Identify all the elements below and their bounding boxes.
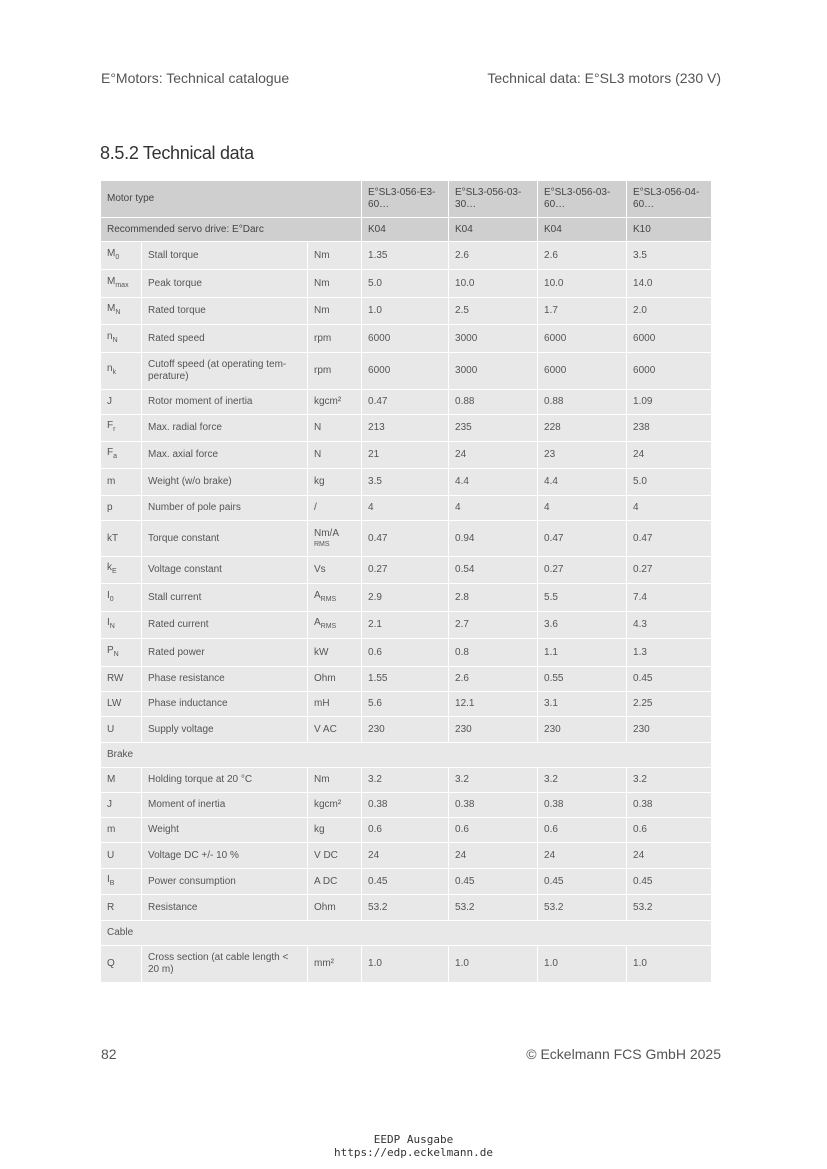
parameter-value: 1.3 (627, 639, 712, 667)
parameter-value: 4 (362, 496, 449, 521)
model-header: E°SL3-056-03-30… (449, 181, 538, 218)
parameter-symbol: RW (101, 667, 142, 692)
parameter-value: 7.4 (627, 584, 712, 612)
parameter-value: 1.35 (362, 242, 449, 270)
edition-stamp (0, 1133, 827, 1159)
section-heading: 8.5.2 Technical data (100, 143, 254, 163)
table-row (101, 768, 712, 793)
parameter-value: 10.0 (538, 270, 627, 298)
copyright-notice: © Eckelmann FCS GmbH 2025 (526, 1046, 721, 1062)
parameter-label: Rated speed (142, 325, 308, 353)
parameter-label: Voltage DC +/- 10 % (142, 843, 308, 869)
parameter-value: 230 (627, 717, 712, 743)
parameter-value: 0.6 (538, 818, 627, 843)
model-header: E°SL3-056-04-60… (627, 181, 712, 218)
parameter-symbol: $I_0$ (101, 584, 142, 612)
parameter-value: 2.1 (362, 612, 449, 639)
parameter-label: Voltage constant (142, 557, 308, 584)
brake-section-row (101, 743, 712, 768)
parameter-unit: mH (308, 692, 362, 717)
parameter-unit: rpm (308, 325, 362, 353)
parameter-value: 21 (362, 442, 449, 469)
table-row (101, 692, 712, 717)
parameter-value: 1.55 (362, 667, 449, 692)
table-row (101, 242, 712, 270)
parameter-value: 1.0 (627, 946, 712, 983)
parameter-value: 4.4 (538, 469, 627, 496)
parameter-value: 0.8 (449, 639, 538, 667)
parameter-symbol: $M_{max}$ (101, 270, 142, 298)
parameter-value: 6000 (362, 353, 449, 390)
parameter-unit: $A_{RMS}$ (308, 584, 362, 612)
parameter-value: 24 (627, 843, 712, 869)
parameter-value: 0.54 (449, 557, 538, 584)
parameter-value: 0.88 (538, 390, 627, 415)
parameter-symbol: Q (101, 946, 142, 983)
parameter-symbol: $P_N$ (101, 639, 142, 667)
servo-drive-value: K04 (449, 218, 538, 242)
parameter-value: 0.6 (362, 818, 449, 843)
parameter-symbol: $I_N$ (101, 612, 142, 639)
parameter-value: 1.0 (449, 946, 538, 983)
parameter-value: 0.47 (538, 521, 627, 557)
table-row (101, 270, 712, 298)
parameter-value: 5.6 (362, 692, 449, 717)
servo-drive-label: Recommended servo drive: E°Darc (101, 218, 362, 242)
model-header: E°SL3-056-03-60… (538, 181, 627, 218)
parameter-value: 3.2 (362, 768, 449, 793)
table-row (101, 818, 712, 843)
parameter-value: 0.45 (449, 869, 538, 895)
parameter-value: 228 (538, 415, 627, 442)
parameter-unit: Nm (308, 270, 362, 298)
parameter-value: 0.45 (362, 869, 449, 895)
parameter-label: Rated power (142, 639, 308, 667)
table-row (101, 442, 712, 469)
parameter-value: 4 (538, 496, 627, 521)
parameter-value: 0.47 (362, 521, 449, 557)
parameter-label: Cutoff speed (at operating tem-perature) (142, 353, 308, 390)
parameter-value: 10.0 (449, 270, 538, 298)
table-row (101, 353, 712, 390)
table-row (101, 667, 712, 692)
parameter-symbol: J (101, 793, 142, 818)
edition-stamp-title: EEDP Ausgabe (373, 1133, 454, 1146)
parameter-label: Rated torque (142, 298, 308, 325)
parameter-unit: Ohm (308, 667, 362, 692)
parameter-value: 4.3 (627, 612, 712, 639)
parameter-unit: rpm (308, 353, 362, 390)
parameter-value: 3.2 (449, 768, 538, 793)
servo-drive-row (101, 218, 712, 242)
parameter-label: Supply voltage (142, 717, 308, 743)
parameter-unit: Vs (308, 557, 362, 584)
parameter-label: Torque constant (142, 521, 308, 557)
parameter-unit: N (308, 442, 362, 469)
parameter-value: 3.5 (627, 242, 712, 270)
servo-drive-value: K04 (538, 218, 627, 242)
parameter-symbol: $M_N$ (101, 298, 142, 325)
parameter-value: 0.38 (449, 793, 538, 818)
parameter-value: 24 (362, 843, 449, 869)
table-row (101, 584, 712, 612)
parameter-label: Moment of inertia (142, 793, 308, 818)
parameter-value: 53.2 (449, 895, 538, 921)
table-row (101, 946, 712, 983)
parameter-value: 213 (362, 415, 449, 442)
page-number: 82 (101, 1046, 117, 1062)
parameter-value: 2.8 (449, 584, 538, 612)
parameter-unit: Nm (308, 768, 362, 793)
parameter-symbol: R (101, 895, 142, 921)
parameter-value: 6000 (627, 353, 712, 390)
parameter-label: Rated current (142, 612, 308, 639)
parameter-unit: kgcm² (308, 793, 362, 818)
parameter-value: 3.5 (362, 469, 449, 496)
parameter-value: 3.2 (538, 768, 627, 793)
parameter-value: 235 (449, 415, 538, 442)
parameter-label: Number of pole pairs (142, 496, 308, 521)
edition-stamp-url: https://edp.eckelmann.de (334, 1146, 493, 1159)
parameter-value: 0.88 (449, 390, 538, 415)
parameter-value: 238 (627, 415, 712, 442)
parameter-unit: Ohm (308, 895, 362, 921)
parameter-symbol: $F_a$ (101, 442, 142, 469)
cable-section-row (101, 921, 712, 946)
parameter-value: 3000 (449, 325, 538, 353)
parameter-value: 3.6 (538, 612, 627, 639)
parameter-symbol: $k_E$ (101, 557, 142, 584)
parameter-value: 6000 (538, 353, 627, 390)
parameter-label: Weight (w/o brake) (142, 469, 308, 496)
parameter-value: 230 (362, 717, 449, 743)
parameter-value: 53.2 (538, 895, 627, 921)
parameter-value: 0.94 (449, 521, 538, 557)
parameter-value: 0.45 (627, 667, 712, 692)
parameter-value: 2.5 (449, 298, 538, 325)
parameter-value: 0.55 (538, 667, 627, 692)
parameter-label: Peak torque (142, 270, 308, 298)
parameter-value: 53.2 (362, 895, 449, 921)
parameter-value: 12.1 (449, 692, 538, 717)
parameter-symbol: $n_k$ (101, 353, 142, 390)
parameter-value: 5.0 (362, 270, 449, 298)
parameter-value: 6000 (538, 325, 627, 353)
parameter-value: 2.6 (538, 242, 627, 270)
parameter-value: 24 (538, 843, 627, 869)
parameter-value: 14.0 (627, 270, 712, 298)
table-row (101, 639, 712, 667)
parameter-label: Max. axial force (142, 442, 308, 469)
table-row (101, 717, 712, 743)
table-row (101, 390, 712, 415)
parameter-value: 3.1 (538, 692, 627, 717)
table-row (101, 793, 712, 818)
parameter-value: 2.25 (627, 692, 712, 717)
table-row (101, 469, 712, 496)
parameter-value: 0.47 (362, 390, 449, 415)
parameter-label: Rotor moment of inertia (142, 390, 308, 415)
parameter-value: 2.6 (449, 667, 538, 692)
parameter-value: 0.38 (538, 793, 627, 818)
table-row (101, 869, 712, 895)
motor-type-label: Motor type (101, 181, 362, 218)
parameter-symbol: $F_r$ (101, 415, 142, 442)
parameter-value: 0.6 (449, 818, 538, 843)
parameter-label: Phase inductance (142, 692, 308, 717)
parameter-value: 2.0 (627, 298, 712, 325)
parameter-unit: mm² (308, 946, 362, 983)
parameter-label: Resistance (142, 895, 308, 921)
technical-data-table (100, 180, 712, 983)
parameter-value: 0.6 (627, 818, 712, 843)
parameter-value: 1.0 (538, 946, 627, 983)
parameter-value: 2.6 (449, 242, 538, 270)
header-catalogue-title: E°Motors: Technical catalogue (101, 70, 290, 86)
parameter-unit: kgcm² (308, 390, 362, 415)
parameter-label: Holding torque at 20 °C (142, 768, 308, 793)
brake-section-label: Brake (101, 743, 712, 768)
table-row (101, 843, 712, 869)
motor-type-row (101, 181, 712, 218)
table-row (101, 612, 712, 639)
parameter-unit: Nm/A RMS (308, 521, 362, 557)
parameter-value: 1.0 (362, 298, 449, 325)
parameter-value: 0.6 (362, 639, 449, 667)
header-section-title: Technical data: E°SL3 motors (230 V) (487, 70, 721, 86)
parameter-value: 53.2 (627, 895, 712, 921)
model-header: E°SL3-056-E3-60… (362, 181, 449, 218)
parameter-symbol: p (101, 496, 142, 521)
parameter-label: Stall torque (142, 242, 308, 270)
parameter-label: Stall current (142, 584, 308, 612)
parameter-symbol: M (101, 768, 142, 793)
parameter-value: 0.45 (627, 869, 712, 895)
parameter-symbol: J (101, 390, 142, 415)
parameter-value: 0.38 (362, 793, 449, 818)
parameter-symbol: m (101, 469, 142, 496)
parameter-value: 0.27 (627, 557, 712, 584)
parameter-value: 0.38 (627, 793, 712, 818)
table-row (101, 496, 712, 521)
parameter-label: Power consumption (142, 869, 308, 895)
parameter-value: 1.0 (362, 946, 449, 983)
parameter-value: 4.4 (449, 469, 538, 496)
parameter-symbol: m (101, 818, 142, 843)
table-row (101, 895, 712, 921)
parameter-value: 230 (538, 717, 627, 743)
parameter-value: 6000 (627, 325, 712, 353)
parameter-value: 24 (449, 442, 538, 469)
parameter-value: 230 (449, 717, 538, 743)
table-row (101, 557, 712, 584)
parameter-value: 2.9 (362, 584, 449, 612)
parameter-symbol: U (101, 717, 142, 743)
parameter-value: 0.45 (538, 869, 627, 895)
parameter-value: 6000 (362, 325, 449, 353)
parameter-symbol: $n_N$ (101, 325, 142, 353)
parameter-unit: V DC (308, 843, 362, 869)
parameter-value: 1.7 (538, 298, 627, 325)
parameter-value: 3.2 (627, 768, 712, 793)
parameter-value: 1.09 (627, 390, 712, 415)
parameter-symbol: $I_B$ (101, 869, 142, 895)
parameter-symbol: LW (101, 692, 142, 717)
parameter-unit: kg (308, 818, 362, 843)
parameter-unit: N (308, 415, 362, 442)
parameter-value: 0.27 (362, 557, 449, 584)
parameter-value: 4 (627, 496, 712, 521)
parameter-symbol: kT (101, 521, 142, 557)
table-row (101, 325, 712, 353)
parameter-value: 1.1 (538, 639, 627, 667)
parameter-value: 2.7 (449, 612, 538, 639)
parameter-unit: / (308, 496, 362, 521)
parameter-unit: kg (308, 469, 362, 496)
parameter-value: 3000 (449, 353, 538, 390)
parameter-value: 24 (449, 843, 538, 869)
servo-drive-value: K04 (362, 218, 449, 242)
parameter-label: Weight (142, 818, 308, 843)
parameter-value: 5.0 (627, 469, 712, 496)
cable-section-label: Cable (101, 921, 712, 946)
table-row (101, 521, 712, 557)
parameter-symbol: U (101, 843, 142, 869)
parameter-label: Max. radial force (142, 415, 308, 442)
parameter-unit: Nm (308, 242, 362, 270)
parameter-value: 4 (449, 496, 538, 521)
parameter-value: 23 (538, 442, 627, 469)
parameter-label: Phase resistance (142, 667, 308, 692)
servo-drive-value: K10 (627, 218, 712, 242)
parameter-value: 5.5 (538, 584, 627, 612)
parameter-value: 0.27 (538, 557, 627, 584)
parameter-unit: kW (308, 639, 362, 667)
parameter-unit: V AC (308, 717, 362, 743)
parameter-unit: $A_{RMS}$ (308, 612, 362, 639)
table-row (101, 415, 712, 442)
table-row (101, 298, 712, 325)
parameter-value: 24 (627, 442, 712, 469)
parameter-symbol: $M_0$ (101, 242, 142, 270)
parameter-unit: A DC (308, 869, 362, 895)
parameter-value: 0.47 (627, 521, 712, 557)
parameter-unit: Nm (308, 298, 362, 325)
parameter-label: Cross section (at cable length < 20 m) (142, 946, 308, 983)
